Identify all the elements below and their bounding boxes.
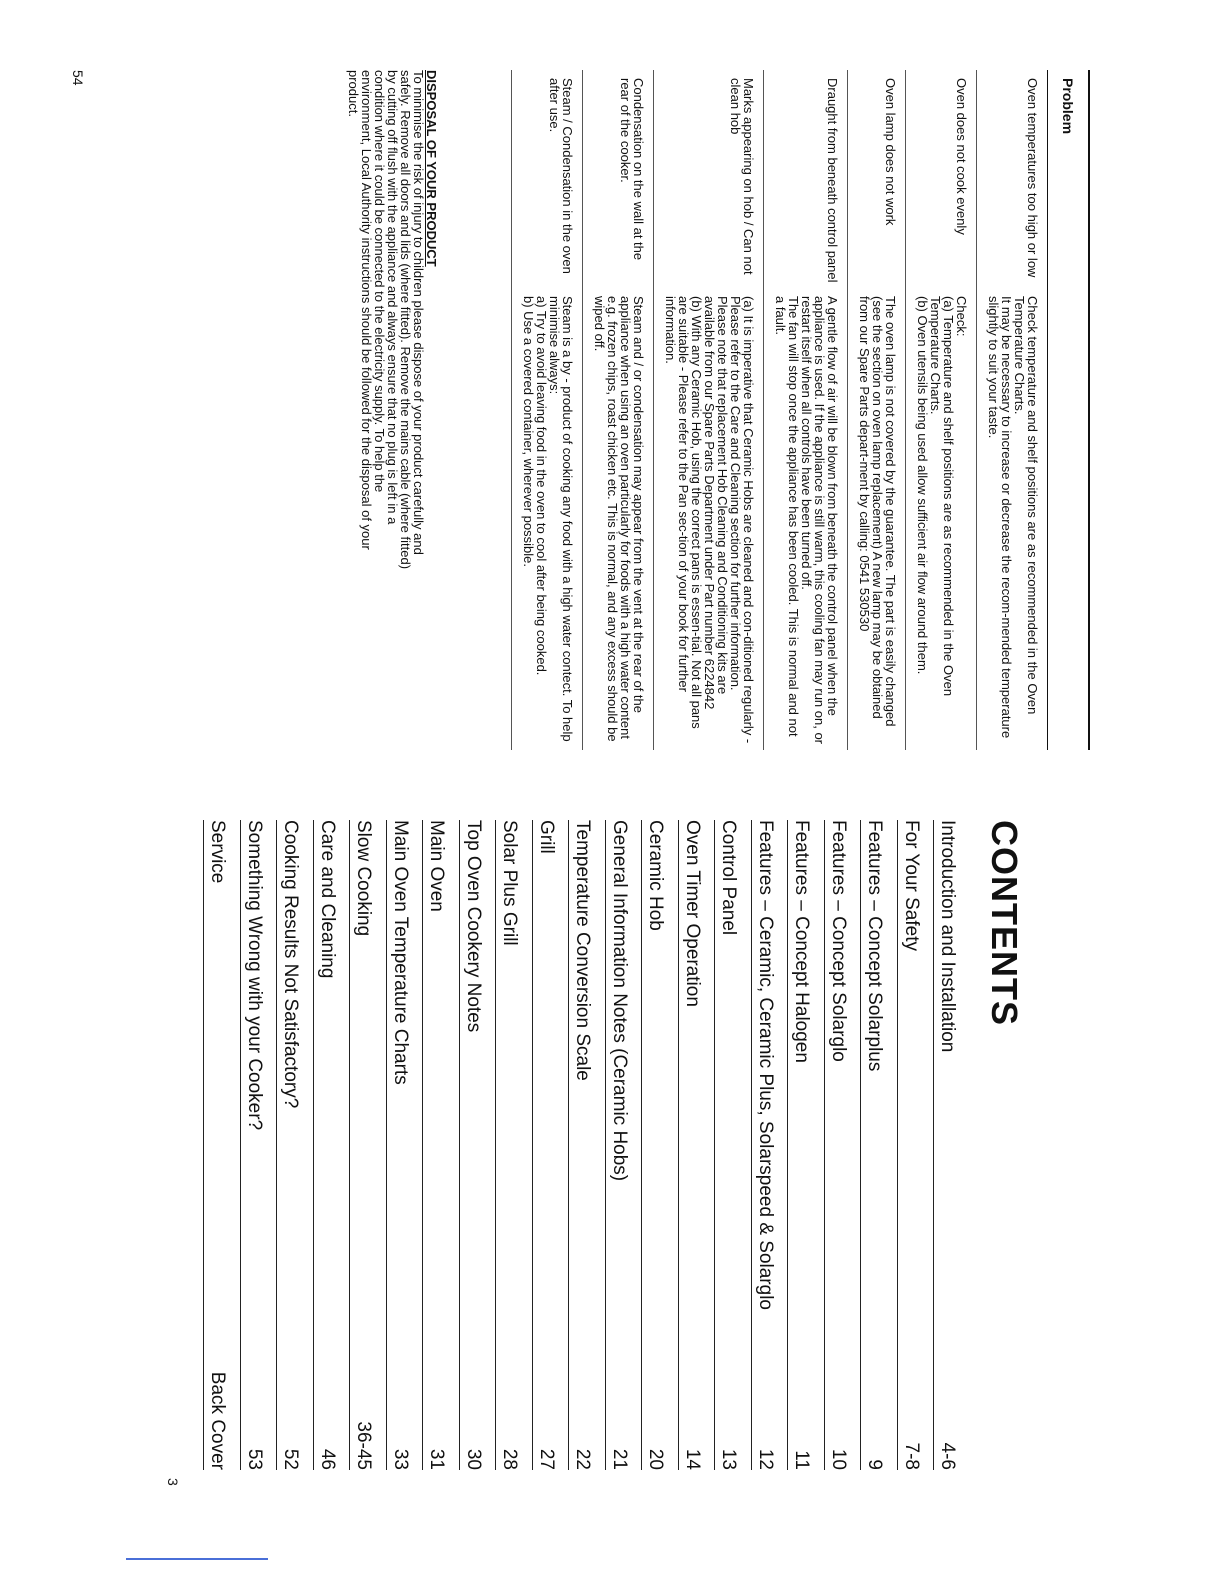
contents-item-label: Features – Ceramic, Ceramic Plus, Solarspeed & Solarglo <box>755 820 776 1310</box>
scan-artifact-line <box>126 1558 268 1560</box>
remedy-line: The fan will stop once the appliance has been cooled. This is normal and not a fault. <box>773 296 801 737</box>
contents-item <box>532 820 569 1470</box>
contents-item-label: Main Oven Temperature Charts <box>390 820 411 1085</box>
remedy-cell <box>583 290 653 750</box>
contents-item <box>788 820 825 1470</box>
remedy-line: It may be necessary to increase or decrease the recom-mended temperature slightly to suit your taste. <box>986 296 1014 739</box>
table-header <box>1047 70 1090 750</box>
table-row <box>511 70 582 750</box>
troubleshooting-section <box>70 40 1090 745</box>
problem-cell: Draught from beneath control panel <box>825 78 840 283</box>
page-number-right: 3 <box>165 1478 181 1486</box>
remedy-line: (a) It is imperative that Ceramic Hobs are cleaned and con-ditioned regularly - Please refer to the Care and Cleaning section for further information. <box>728 296 756 744</box>
remedy-line: Steam is a by - product of cooking any food with a high water contect. To help minimise always: <box>547 296 575 742</box>
table-row <box>763 70 847 750</box>
contents-item <box>642 820 679 1470</box>
contents-item-label: General Information Notes (Ceramic Hobs) <box>609 820 630 1182</box>
contents-item-label: Something Wrong with your Cooker? <box>244 820 265 1131</box>
remedy-cell <box>977 290 1047 750</box>
contents-item-label: Temperature Conversion Scale <box>572 820 594 1081</box>
contents-item-page: Back Cover <box>207 1371 229 1470</box>
remedy-cell <box>654 290 763 750</box>
contents-item-page: 11 <box>791 1450 813 1470</box>
contents-item-label: Ceramic Hob <box>645 820 667 931</box>
contents-item-page: 12 <box>755 1448 776 1470</box>
remedy-line: A gentle flow of air will be blown from beneath the control panel when the appliance is used. If the appliance is still warm, this cooling fan may run on, or restart itself when all controls have been turned off. <box>799 296 840 745</box>
table-row <box>653 70 763 750</box>
contents-item <box>897 820 934 1470</box>
problem-cell: Marks appearing on hob / Can not clean hob <box>728 78 756 275</box>
contents-item <box>678 820 715 1470</box>
page-number-left: 54 <box>70 70 86 86</box>
contents-item-page: 21 <box>609 1448 630 1470</box>
contents-item-page: 14 <box>682 1448 703 1470</box>
contents-item <box>751 820 788 1470</box>
contents-item-label: Cooking Results Not Satisfactory? <box>280 820 302 1109</box>
table-body <box>511 70 1047 750</box>
table-row <box>847 70 905 750</box>
contents-item-page: 30 <box>463 1448 484 1470</box>
remedy-line: Please note that replacement Hob Cleaning and Conditioning kits are available from our Spare Parts Department under Part number 6224842 <box>702 296 730 710</box>
contents-item-label: Top Oven Cookery Notes <box>463 820 484 1033</box>
contents-item-label: Features – Concept Halogen <box>791 820 813 1063</box>
contents-item <box>204 820 241 1470</box>
table-row <box>976 70 1047 750</box>
table-row <box>905 70 976 750</box>
contents-item <box>861 820 898 1470</box>
remedy-line: (a) Temperature and shelf positions are as recommended in the Oven Temperature Charts. <box>928 296 956 697</box>
remedy-line: Check: <box>954 296 969 337</box>
contents-item-page: 53 <box>244 1448 265 1470</box>
contents-item <box>824 820 861 1470</box>
problem-cell: Oven does not cook evenly <box>954 78 969 235</box>
contents-item <box>569 820 606 1470</box>
contents-item-page: 10 <box>828 1448 849 1470</box>
problem-table <box>511 70 1090 750</box>
contents-item-page: 28 <box>499 1448 521 1470</box>
table-row <box>582 70 653 750</box>
remedy-line: The oven lamp is not covered by the guarantee. The part is easily changed (see the section on oven lamp replacement) A new lamp may be obtained from our Spare Parts depart-ment by calling: 0541 530530 <box>857 296 898 727</box>
contents-item-page: 27 <box>536 1448 557 1470</box>
remedy-cell <box>512 290 582 750</box>
problem-cell: Oven temperatures too high or low <box>1025 78 1040 278</box>
contents-item-label: Care and Cleaning <box>317 820 338 979</box>
contents-item <box>605 820 642 1470</box>
problem-cell: Steam / Condensation in the oven after use. <box>547 78 575 274</box>
remedy-line: Check temperature and shelf positions are as recommended in the Oven Temperature Charts. <box>1012 296 1040 715</box>
contents-item-label: Main Oven <box>426 820 448 912</box>
disposal-heading: DISPOSAL OF YOUR PRODUCT <box>424 70 439 267</box>
remedy-line: (b) Oven utensils being used allow sufficient air flow around them. <box>915 296 930 675</box>
disposal-text: To minimise the risk of injury to children please dispose of your product carefully and safely. Remove all doors and lids (where fitted). Remove the mains cable (where fitted) by cutting off flush with the appliance and always ensure that no plug is left in a condition where it could be connected to the electricity supply. To help the environment, Local Authority instructions should be followed for the disposal of your product. <box>346 70 426 570</box>
contents-item <box>350 820 387 1470</box>
remedy-cell <box>906 290 976 750</box>
contents-item <box>459 820 496 1470</box>
contents-item-page: 22 <box>572 1448 594 1470</box>
contents-title: CONTENTS <box>984 820 1025 1026</box>
remedy-line: b) Use a covered container, wherever possible. <box>521 296 536 567</box>
remedy-line: (b) With any Ceramic Hob, using the correct pans is essen-tial. Not all pans are suitable - Please refer to the Pan sec-tion of your book for further information. <box>663 296 704 729</box>
contents-item <box>496 820 533 1470</box>
contents-item <box>934 820 971 1470</box>
contents-item <box>313 820 350 1470</box>
remedy-line: Steam and / or condensation may appear from the vent at the rear of the appliance when using an oven particularly for foods with a high water content e.g. frozen chips, roast chicken etc. This is normal, and any excess should be wiped off. <box>592 296 646 742</box>
contents-item-page: 31 <box>426 1448 448 1470</box>
contents-item-label: Service <box>207 820 229 884</box>
problem-cell: Oven lamp does not work <box>883 78 898 226</box>
disposal-section <box>347 70 438 570</box>
contents-item-page: 7-8 <box>901 1442 922 1470</box>
contents-item-page: 52 <box>280 1448 302 1470</box>
contents-item <box>715 820 752 1470</box>
contents-item <box>240 820 277 1470</box>
contents-item-page: 33 <box>390 1448 411 1470</box>
remedy-line: a) Try to avoid leaving food in the oven to cool after being cooked. <box>534 296 549 676</box>
remedy-cell <box>848 290 905 750</box>
contents-list <box>204 820 971 1470</box>
contents-item-page: 36-45 <box>353 1421 375 1470</box>
contents-item-page: 20 <box>645 1448 667 1470</box>
contents-item-label: Control Panel <box>718 820 740 936</box>
contents-item-page: 4-6 <box>937 1442 959 1470</box>
remedy-cell <box>764 290 847 750</box>
contents-item-page: 9 <box>864 1459 886 1470</box>
contents-item-page: 46 <box>317 1448 338 1470</box>
contents-item-label: Slow Cooking <box>353 820 375 937</box>
contents-item-label: Features – Concept Solarglo <box>828 820 849 1062</box>
contents-item <box>386 820 423 1470</box>
contents-item-label: Solar Plus Grill <box>499 820 521 946</box>
problem-cell: Condensation on the wall at the rear of the cooker. <box>618 78 646 261</box>
problem-column-header: Problem <box>1060 78 1076 135</box>
contents-item <box>423 820 460 1470</box>
contents-item-label: Grill <box>536 820 557 854</box>
contents-item-page: 13 <box>718 1448 740 1470</box>
contents-item <box>277 820 314 1470</box>
contents-item-label: Features – Concept Solarplus <box>864 820 886 1072</box>
contents-item-label: Introduction and Installation <box>937 820 959 1053</box>
contents-item-label: For Your Safety <box>901 820 922 951</box>
contents-item-label: Oven Timer Operation <box>682 820 703 1007</box>
contents-section <box>75 790 1085 1510</box>
